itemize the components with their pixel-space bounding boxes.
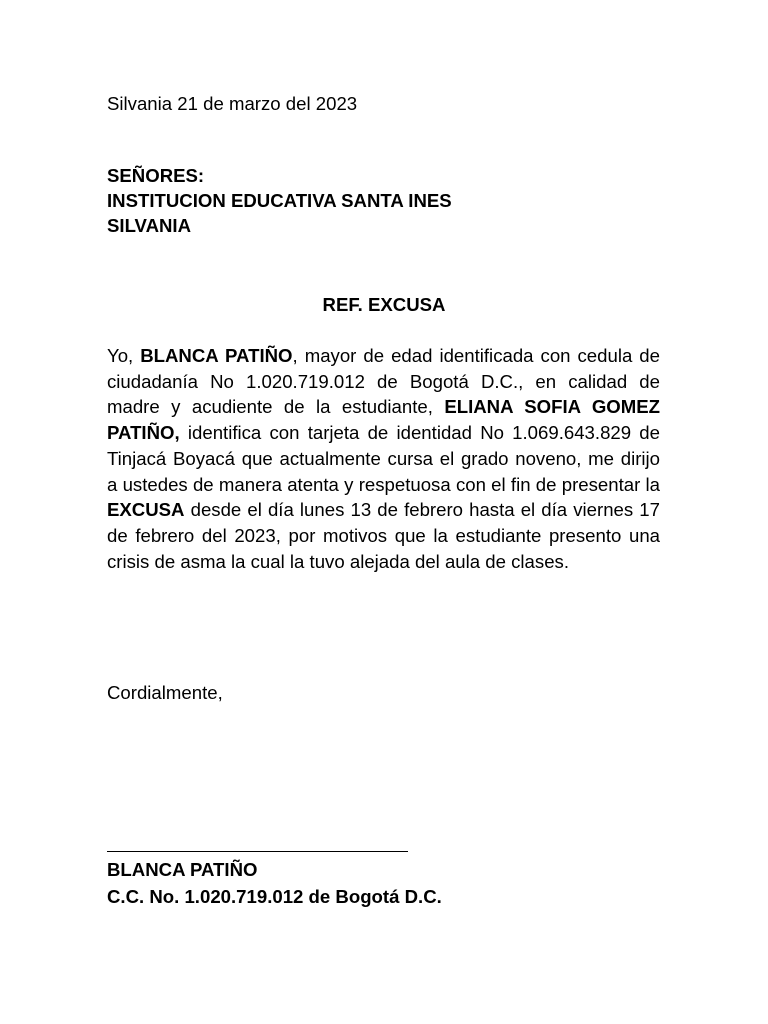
body-bold-excusa: EXCUSA bbox=[107, 499, 185, 521]
letter-date: Silvania 21 de marzo del 2023 bbox=[107, 93, 358, 114]
reference-line: REF. EXCUSA bbox=[322, 294, 446, 315]
closing: Cordialmente, bbox=[107, 682, 223, 703]
body-text-1: Yo, bbox=[107, 345, 141, 366]
body-bold-student-name: ELIANA SOFIA GOMEZ PATIÑO, bbox=[107, 396, 660, 444]
letter-body bbox=[107, 343, 660, 574]
body-bold-parent-name: BLANCA PATIÑO bbox=[140, 345, 293, 366]
recipient-institution: INSTITUCION EDUCATIVA SANTA INES bbox=[107, 190, 452, 211]
recipient-salutation: SEÑORES: bbox=[107, 165, 205, 186]
signature-line bbox=[107, 851, 408, 852]
recipient-city: SILVANIA bbox=[107, 215, 192, 236]
body-text-3: identifica con tarjeta de identidad No 1.069.643.829 de Tinjacá Boyacá que actualmente cursa el grado noveno, me dirijo a ustedes de manera atenta y respetuosa con el fin de presentar la bbox=[107, 422, 660, 495]
signature-id: C.C. No. 1.020.719.012 de Bogotá D.C. bbox=[107, 886, 442, 907]
body-text-4: desde el día lunes 13 de febrero hasta el día viernes 17 de febrero del 2023, por motivos que la estudiante presento una crisis de asma la cual la tuvo alejada del aula de clases. bbox=[107, 499, 660, 572]
signature-name: BLANCA PATIÑO bbox=[107, 859, 258, 880]
body-text-2: , mayor de edad identificada con cedula de ciudadanía No 1.020.719.012 de Bogotá D.C., en calidad de madre y acudiente de la estudiante, bbox=[107, 345, 660, 418]
